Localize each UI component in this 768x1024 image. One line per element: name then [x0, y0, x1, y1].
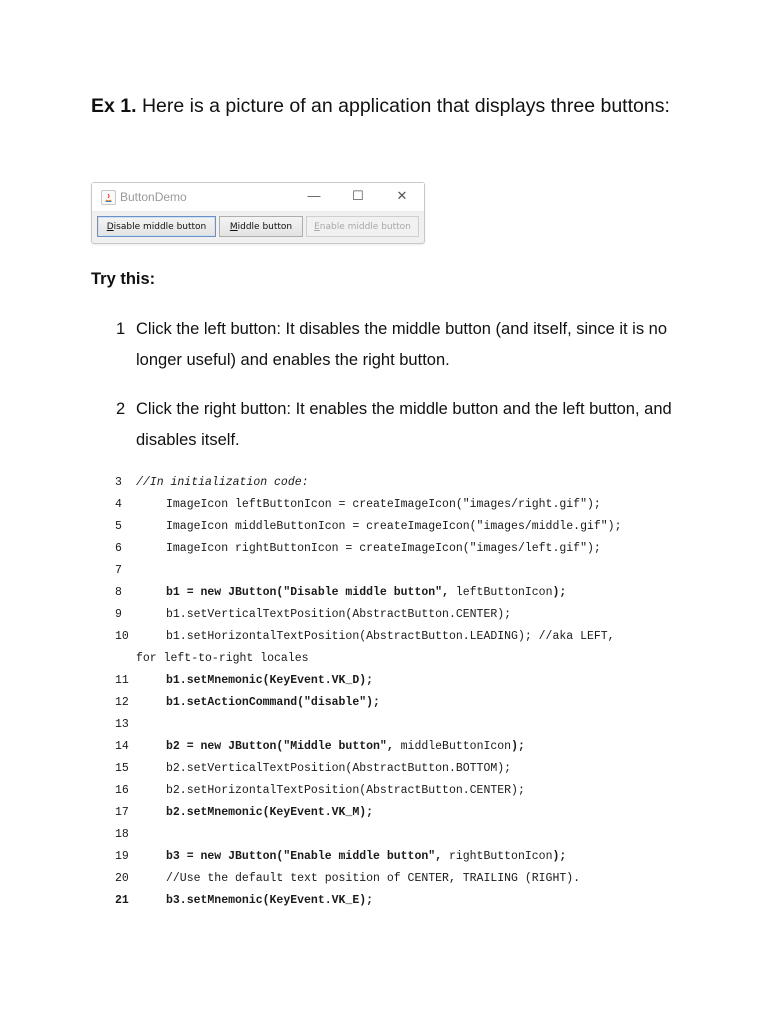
line-number: 9 — [115, 608, 122, 621]
code-line — [0, 736, 768, 758]
step-number: 1 — [116, 320, 126, 338]
exercise-number: Ex 1. — [91, 95, 137, 117]
line-number: 5 — [115, 520, 122, 533]
code-text: ImageIcon leftButtonIcon = createImageIcon("images/right.gif"); — [166, 498, 601, 511]
code-plain: leftButtonIcon — [448, 586, 553, 599]
line-number: 13 — [115, 718, 129, 731]
code-plain: middleButtonIcon — [393, 740, 512, 753]
code-text: b1.setActionCommand("disable"); — [166, 696, 380, 709]
code-comment: //In initialization code: — [136, 476, 309, 489]
line-number: 19 — [115, 850, 129, 863]
line-number: 16 — [115, 784, 129, 797]
step-number: 2 — [116, 400, 126, 418]
code-line — [0, 582, 768, 604]
code-line — [0, 692, 768, 714]
mnemonic-m: M — [229, 222, 238, 232]
code-line — [0, 516, 768, 538]
button-label: iddle button — [237, 222, 293, 232]
maximize-icon[interactable]: ☐ — [352, 188, 364, 203]
mnemonic-d: D — [106, 222, 114, 232]
code-text — [166, 582, 566, 604]
code-line — [0, 824, 768, 846]
code-text: b1.setHorizontalTextPosition(AbstractButton.LEADING); //aka LEFT, — [166, 630, 615, 643]
code-text — [166, 846, 566, 868]
code-line — [0, 802, 768, 824]
line-number: 11 — [115, 674, 129, 687]
code-line — [0, 604, 768, 626]
line-number: 17 — [115, 806, 129, 819]
code-text: b3.setMnemonic(KeyEvent.VK_E); — [166, 894, 374, 907]
line-number: 20 — [115, 872, 129, 885]
window-title: ButtonDemo — [120, 190, 187, 204]
button-label: nable middle button — [319, 222, 411, 232]
line-number: 3 — [115, 476, 122, 489]
code-bold: b2 = new JButton("Middle button", — [166, 740, 394, 753]
java-app-icon — [101, 190, 116, 205]
code-line — [0, 538, 768, 560]
mnemonic-e: E — [314, 222, 320, 232]
line-number: 4 — [115, 498, 122, 511]
enable-middle-button — [306, 216, 419, 237]
code-line — [0, 560, 768, 582]
button-demo-window — [91, 182, 425, 244]
line-number: 21 — [115, 894, 129, 907]
code-line — [0, 714, 768, 736]
line-number: 14 — [115, 740, 129, 753]
code-plain: rightButtonIcon — [442, 850, 553, 863]
code-text: b1.setVerticalTextPosition(AbstractButton.CENTER); — [166, 608, 512, 621]
code-line — [0, 868, 768, 890]
code-text: b2.setVerticalTextPosition(AbstractButton.BOTTOM); — [166, 762, 512, 775]
code-bold: ); — [552, 850, 567, 863]
code-line — [0, 780, 768, 802]
middle-button[interactable] — [219, 216, 303, 237]
line-number: 15 — [115, 762, 129, 775]
code-line — [0, 670, 768, 692]
code-text: ImageIcon rightButtonIcon = createImageIcon("images/left.gif"); — [166, 542, 601, 555]
disable-middle-button[interactable] — [97, 216, 216, 237]
code-text: b2.setHorizontalTextPosition(AbstractButton.CENTER); — [166, 784, 525, 797]
code-line — [0, 472, 768, 494]
code-text: ImageIcon middleButtonIcon = createImageIcon("images/middle.gif"); — [166, 520, 622, 533]
try-this-heading: Try this: — [91, 270, 156, 288]
line-number: 7 — [115, 564, 122, 577]
code-text: b1.setMnemonic(KeyEvent.VK_D); — [166, 674, 374, 687]
line-number: 18 — [115, 828, 129, 841]
close-icon[interactable]: ✕ — [396, 188, 408, 203]
step-text: Click the right button: It enables the middle button and the left button, and disables itself. — [136, 400, 672, 449]
code-line — [0, 626, 768, 648]
window-title-bar — [92, 183, 424, 212]
button-label: isable middle button — [113, 222, 207, 232]
line-number: 8 — [115, 586, 122, 599]
code-line — [0, 890, 768, 912]
line-number: 12 — [115, 696, 129, 709]
code-text: b2.setMnemonic(KeyEvent.VK_M); — [166, 806, 374, 819]
line-number: 10 — [115, 630, 129, 643]
code-line — [0, 846, 768, 868]
minimize-icon[interactable]: — — [307, 188, 321, 203]
code-line — [0, 758, 768, 780]
code-bold: ); — [552, 586, 567, 599]
exercise-text: Here is a picture of an application that displays three buttons: — [141, 95, 670, 117]
code-text: //Use the default text position of CENTER, TRAILING (RIGHT). — [166, 872, 581, 885]
code-line-wrap — [0, 648, 768, 670]
code-bold: b3 = new JButton("Enable middle button", — [166, 850, 443, 863]
code-bold: ); — [511, 740, 525, 753]
code-text: for left-to-right locales — [136, 652, 309, 665]
code-line — [0, 494, 768, 516]
code-text — [166, 736, 525, 758]
window-content — [92, 212, 424, 243]
step-text: Click the left button: It disables the middle button (and itself, since it is no longer useful) and enables the right button. — [136, 320, 668, 369]
exercise-heading — [91, 88, 691, 124]
code-bold: b1 = new JButton("Disable middle button", — [166, 586, 449, 599]
line-number: 6 — [115, 542, 122, 555]
